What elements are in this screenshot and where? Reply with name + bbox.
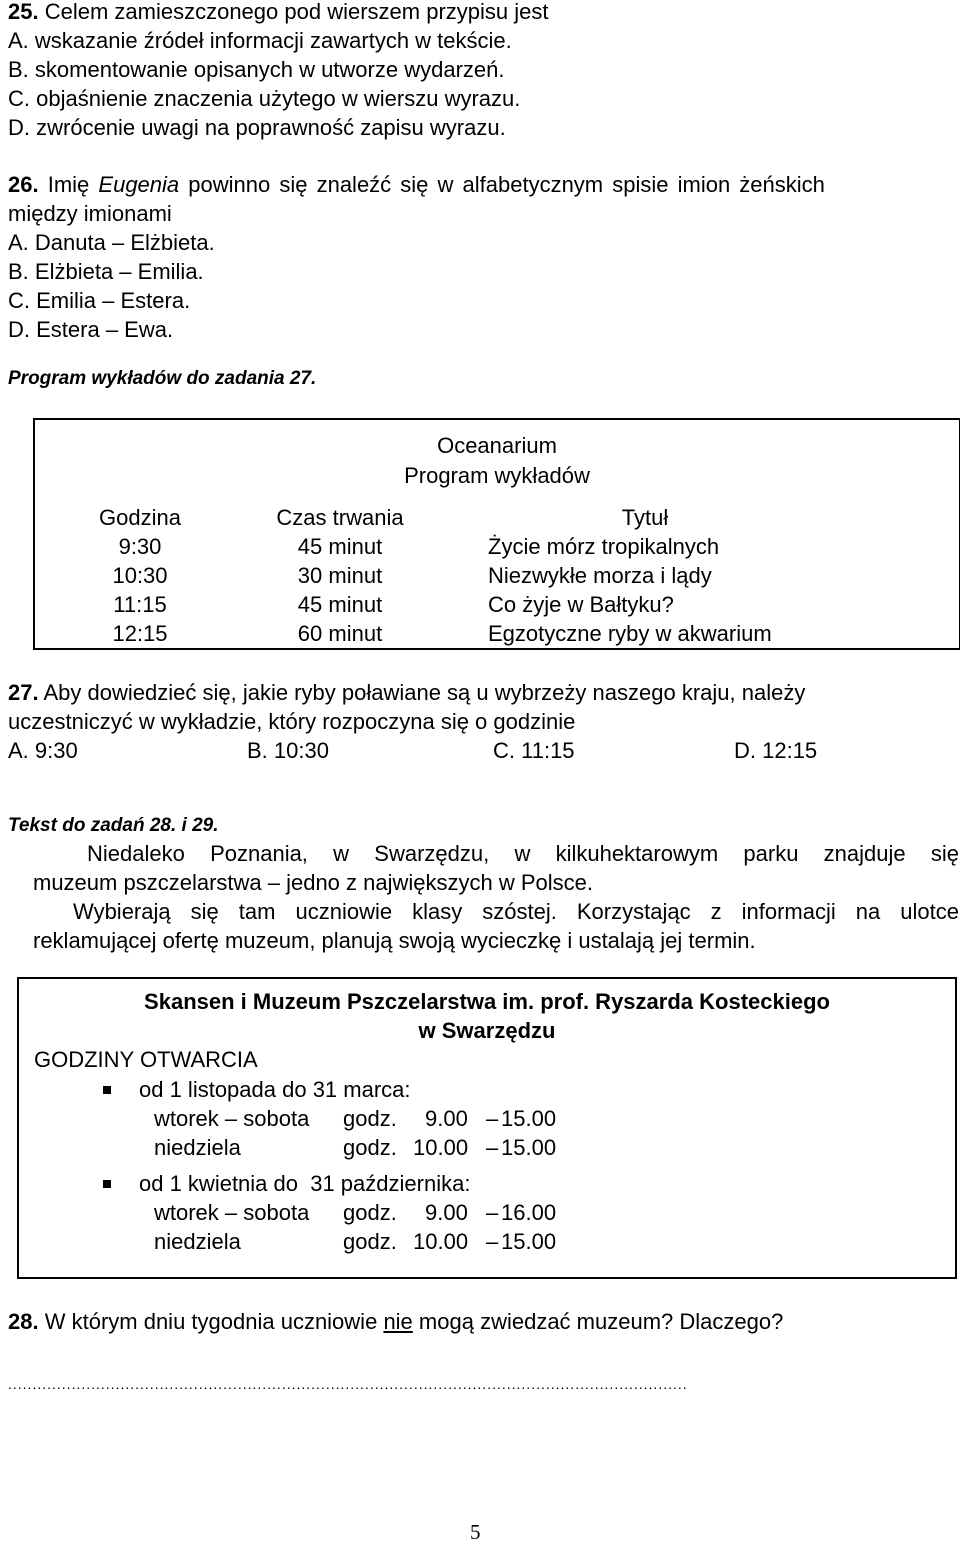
q26-question-line2: między imionami (8, 201, 172, 226)
q27-option-d: D. 12:15 (734, 738, 818, 763)
q28-number: 28. (8, 1309, 39, 1334)
paragraph-2-line-2: reklamującej ofertę muzeum, planują swoją wycieczkę i ustalają jej termin. (33, 928, 756, 953)
paragraph-2-line-1: Wybierają się tam uczniowie klasy szóstej. Korzystając z informacji na ulotce (73, 899, 959, 924)
q28-underlined-word: nie (383, 1309, 413, 1334)
oceanarium-program-box: Oceanarium Program wykładów Godzina Czas trwania Tytuł 9:30 45 minut Życie mórz tropikalnych 10:30 30 minut Niezwykłe morza i lądy 11:15 45 minut Co żyje w Bałtyku? 12:15 60 minut Egzotyczne ryby w akwarium (33, 418, 960, 650)
period-2-label: od 1 kwietnia do 31 października: (139, 1171, 471, 1196)
column-header-tytul: Tytuł (621, 505, 669, 530)
hours-heading: GODZINY OTWARCIA (34, 1047, 258, 1072)
q28-question: 28. W którym dniu tygodnia uczniowie nie mogą zwiedzać muzeum? Dlaczego? (8, 1309, 784, 1334)
paragraph-1-line-1: Niedaleko Poznania, w Swarzędzu, w kilkuhektarowym parku znajduje się (87, 841, 959, 866)
bullet-icon (103, 1180, 111, 1188)
q27-option-c: C. 11:15 (493, 738, 575, 763)
program-heading: Program wykładów do zadania 27. (8, 368, 317, 389)
program-title: Oceanarium (437, 433, 557, 458)
q27-option-b: B. 10:30 (247, 738, 329, 763)
q27-number: 27. (8, 680, 39, 705)
text-heading: Tekst do zadań 28. i 29. (8, 815, 219, 836)
q26-number: 26. (8, 172, 39, 197)
period-1-label: od 1 listopada do 31 marca: (139, 1077, 411, 1102)
q25-text: Celem zamieszczonego pod wierszem przypisu jest (44, 0, 549, 24)
column-header-czas: Czas trwania (276, 505, 404, 530)
paragraph-1-line-2: muzeum pszczelarstwa – jedno z największych w Polsce. (33, 870, 594, 895)
q26-option-a: A. Danuta – Elżbieta. (8, 230, 215, 255)
q25-option-c: C. objaśnienie znaczenia użytego w wierszu wyrazu. (8, 86, 521, 111)
bullet-icon (103, 1086, 111, 1094)
program-subtitle: Program wykładów (404, 463, 590, 488)
answer-line[interactable]: ........................................................................................................................................... (8, 1376, 688, 1392)
q27-option-a: A. 9:30 (8, 738, 78, 763)
leaflet-title-line-1: Skansen i Muzeum Pszczelarstwa im. prof. Ryszarda Kosteckiego (144, 989, 830, 1014)
q27-question: 27. Aby dowiedzieć się, jakie ryby poławiane są u wybrzeży naszego kraju, należy (8, 680, 806, 705)
q25-option-b: B. skomentowanie opisanych w utworze wydarzeń. (8, 57, 505, 82)
q25-number: 25. (8, 0, 39, 24)
column-header-godzina: Godzina (99, 505, 181, 530)
q26-option-c: C. Emilia – Estera. (8, 288, 191, 313)
page-number: 5 (470, 1520, 481, 1544)
q27-question-line2: uczestniczyć w wykładzie, który rozpoczyna się o godzinie (8, 709, 576, 734)
q25-question (8, 0, 548, 26)
q26-option-d: D. Estera – Ewa. (8, 317, 174, 342)
q26-question: 26. Imię Eugenia powinno się znaleźć się w alfabetycznym spisie imion żeńskich (8, 172, 825, 197)
leaflet-title-line-2: w Swarzędzu (418, 1018, 556, 1043)
q25-option-d: D. zwrócenie uwagi na poprawność zapisu wyrazu. (8, 115, 506, 140)
q25-option-a: A. wskazanie źródeł informacji zawartych w tekście. (8, 28, 512, 53)
q26-name: Eugenia (98, 172, 180, 197)
q26-option-b: B. Elżbieta – Emilia. (8, 259, 204, 284)
museum-leaflet-box: Skansen i Muzeum Pszczelarstwa im. prof. Ryszarda Kosteckiego w Swarzędzu GODZINY OTWARCIA od 1 listopada do 31 marca: wtorek – sobota godz. 9.00 – 15.00 niedziela godz. 10.00 – 15.00 od 1 kwietnia do 31 października: wtorek – sobota godz. 9.00 – 16.00 niedziela godz. 10.00 – 15.00 (17, 977, 957, 1279)
